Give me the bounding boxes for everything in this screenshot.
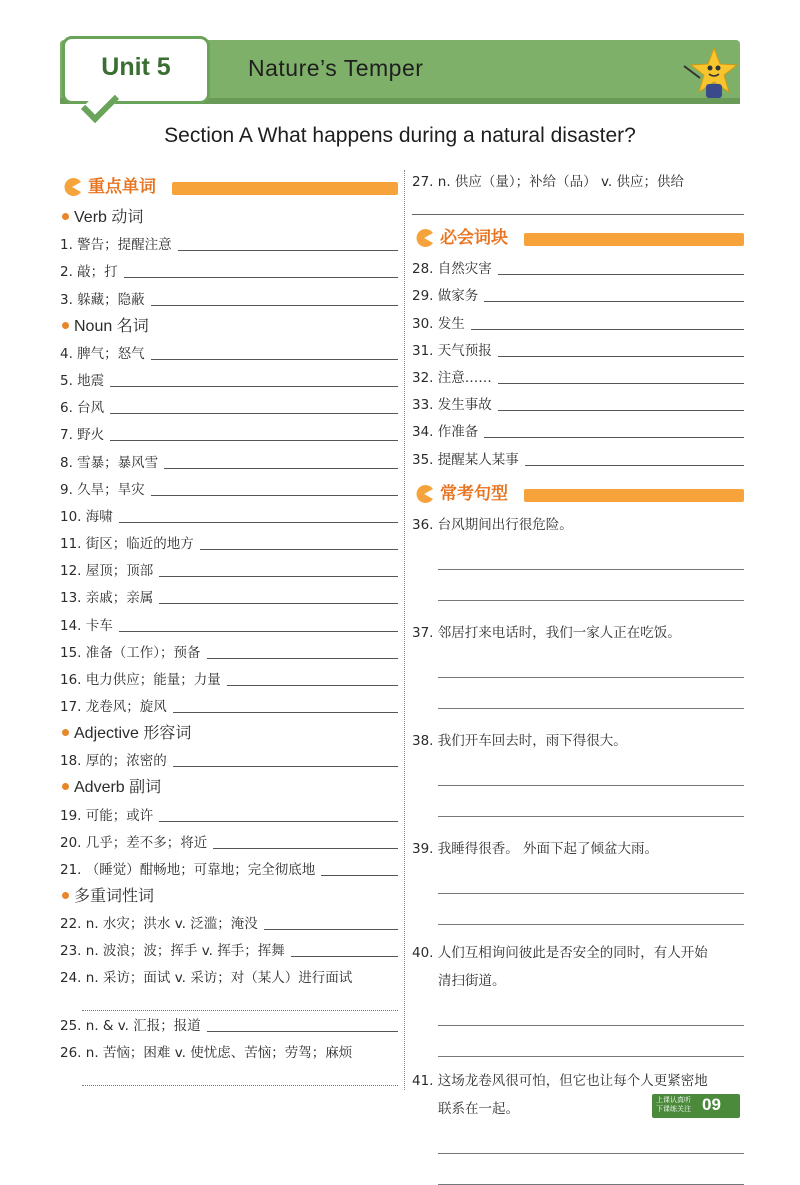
category-title: 必会词块 — [440, 228, 508, 248]
sentence-prompt-cont: 联系在一起。 — [438, 1100, 519, 1117]
unit-label: Unit 5 — [101, 53, 171, 81]
left-column — [60, 170, 398, 1086]
subheading-adverb: Adverb 副词 — [60, 774, 398, 801]
list-item: 21. （睡觉）酣畅地；可靠地；完全彻底地 — [60, 856, 398, 883]
answer-line[interactable] — [82, 988, 398, 1011]
pacman-icon — [414, 484, 434, 504]
answer-line[interactable] — [119, 521, 398, 523]
sentence-prompt: 36. 台风期间出行很危险。 — [412, 516, 573, 533]
bullet-icon — [62, 783, 69, 790]
list-item: 33. 发生事故 — [412, 391, 744, 418]
list-item: 19. 可能；或许 — [60, 801, 398, 828]
list-item: 26. n. 苦恼；困难 v. 使忧虑、苦恼；劳驾；麻烦 — [60, 1044, 353, 1061]
answer-line[interactable] — [151, 494, 398, 496]
answer-line[interactable] — [498, 273, 744, 275]
column-divider — [404, 170, 405, 1090]
answer-line[interactable] — [110, 439, 398, 441]
answer-line[interactable] — [525, 464, 744, 466]
list-item: 10. 海啸 — [60, 503, 398, 530]
category-bar — [524, 489, 744, 502]
answer-line[interactable] — [498, 382, 744, 384]
sentence-prompt: 38. 我们开车回去时，雨下得很大。 — [412, 732, 627, 749]
list-item: 17. 龙卷风；旋风 — [60, 693, 398, 720]
section-title: Section A What happens during a natural disaster? — [164, 124, 636, 147]
answer-line[interactable] — [159, 602, 398, 604]
list-item: 30. 发生 — [412, 309, 744, 336]
right-column — [412, 170, 744, 1185]
answer-line[interactable] — [227, 684, 398, 686]
answer-line[interactable] — [151, 358, 398, 360]
subheading-multi: 多重词性词 — [60, 883, 398, 910]
category-bar — [524, 233, 744, 246]
answer-line[interactable] — [484, 300, 744, 302]
answer-lines[interactable] — [438, 1123, 744, 1185]
list-item: 22. n. 水灾；洪水 v. 泛滥；淹没 — [60, 910, 398, 937]
sentence-prompt: 41. 这场龙卷风很可怕，但它也让每个人更紧密地 — [412, 1072, 708, 1089]
answer-line[interactable] — [207, 1030, 398, 1032]
list-item: 12. 屋顶；顶部 — [60, 557, 398, 584]
bullet-icon — [62, 213, 69, 220]
answer-line[interactable] — [471, 328, 744, 330]
list-item: 23. n. 波浪；波；挥手 v. 挥手；挥舞 — [60, 937, 398, 964]
answer-line[interactable] — [110, 412, 398, 414]
bullet-icon — [62, 322, 69, 329]
list-item: 14. 卡车 — [60, 611, 398, 638]
list-item: 1. 警告；提醒注意 — [60, 231, 398, 258]
star-mascot-icon — [680, 44, 740, 104]
category-title: 重点单词 — [88, 177, 156, 197]
list-item: 4. 脾气；怒气 — [60, 340, 398, 367]
answer-lines[interactable] — [438, 863, 744, 925]
subheading-noun: Noun 名词 — [60, 313, 398, 340]
answer-lines[interactable] — [438, 755, 744, 817]
list-item: 24. n. 采访；面试 v. 采访；对（某人）进行面试 — [60, 970, 353, 987]
sentence-prompt: 40. 人们互相询问彼此是否安全的同时，有人开始 — [412, 944, 708, 961]
list-item: 27. n. 供应（量）；补给（品） v. 供应；供给 — [412, 174, 684, 190]
sentence-prompt: 39. 我睡得很香。 外面下起了倾盆大雨。 — [412, 840, 659, 857]
answer-lines[interactable] — [438, 539, 744, 601]
sentence-prompt: 37. 邻居打来电话时，我们一家人正在吃饭。 — [412, 624, 681, 641]
list-item: 20. 几乎；差不多；将近 — [60, 829, 398, 856]
list-item: 15. 准备（工作）；预备 — [60, 639, 398, 666]
category-title: 常考句型 — [440, 483, 508, 504]
list-item: 18. 厚的；浓密的 — [60, 747, 398, 774]
answer-lines[interactable] — [438, 647, 744, 709]
unit-title: Nature’s Temper — [248, 55, 424, 81]
answer-line[interactable] — [207, 657, 398, 659]
unit-badge — [62, 36, 210, 104]
check-icon — [81, 85, 119, 123]
list-item: 11. 街区；临近的地方 — [60, 530, 398, 557]
page-number: 09 — [702, 1095, 721, 1114]
answer-line[interactable] — [151, 304, 398, 306]
pacman-icon — [62, 177, 82, 197]
category-bar — [172, 182, 398, 195]
list-item: 31. 天气预报 — [412, 337, 744, 364]
bullet-icon — [62, 729, 69, 736]
list-item: 5. 地震 — [60, 367, 398, 394]
list-item: 2. 敲；打 — [60, 258, 398, 285]
category-header — [412, 481, 744, 507]
answer-line[interactable] — [159, 820, 398, 822]
answer-line[interactable] — [173, 765, 398, 767]
list-item: 8. 雪暴；暴风雪 — [60, 448, 398, 475]
list-item: 13. 亲戚；亲属 — [60, 584, 398, 611]
answer-line[interactable] — [178, 249, 398, 251]
answer-line[interactable] — [213, 847, 398, 849]
sentence-prompt-cont: 清扫街道。 — [438, 972, 506, 989]
answer-line[interactable] — [484, 436, 744, 438]
list-item: 7. 野火 — [60, 421, 398, 448]
answer-line[interactable] — [321, 874, 398, 876]
list-item: 28. 自然灾害 — [412, 255, 744, 282]
list-item: 9. 久旱；旱灾 — [60, 476, 398, 503]
list-item: 29. 做家务 — [412, 282, 744, 309]
answer-line[interactable] — [264, 928, 398, 930]
answer-line[interactable] — [119, 630, 398, 632]
category-header — [412, 225, 744, 251]
answer-line[interactable] — [159, 575, 398, 577]
answer-line[interactable] — [412, 192, 744, 215]
pacman-icon — [414, 228, 434, 248]
list-item: 6. 台风 — [60, 394, 398, 421]
answer-line[interactable] — [498, 355, 744, 357]
bullet-icon — [62, 892, 69, 899]
list-item: 34. 作准备 — [412, 418, 744, 445]
subheading-verb: Verb 动词 — [60, 204, 398, 231]
answer-lines[interactable] — [438, 995, 744, 1057]
page-footer-badge — [652, 1094, 740, 1118]
answer-line[interactable] — [498, 409, 744, 411]
answer-line[interactable] — [82, 1063, 398, 1086]
subheading-adjective: Adjective 形容词 — [60, 720, 398, 747]
answer-line[interactable] — [200, 548, 398, 550]
list-item: 35. 提醒某人某事 — [412, 445, 744, 472]
list-item: 32. 注意…… — [412, 364, 744, 391]
answer-line[interactable] — [164, 467, 398, 469]
list-item: 25. n. & v. 汇报；报道 — [60, 1011, 398, 1038]
category-header — [60, 174, 398, 200]
answer-line[interactable] — [173, 711, 398, 713]
answer-line[interactable] — [291, 955, 398, 957]
answer-line[interactable] — [124, 276, 398, 278]
list-item: 16. 电力供应；能量；力量 — [60, 666, 398, 693]
list-item: 3. 躲藏；隐蔽 — [60, 285, 398, 312]
footer-slogan: 上课认真听 下课练关注 — [656, 1096, 691, 1113]
answer-line[interactable] — [110, 385, 398, 387]
